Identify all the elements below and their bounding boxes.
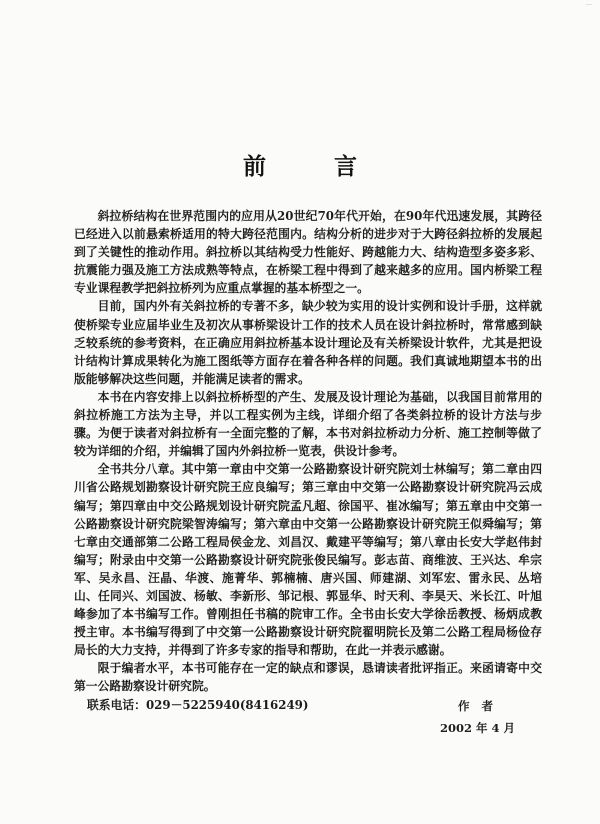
paragraph-2: 目前，国内外有关斜拉桥的专著不多，缺少较为实用的设计实例和设计手册，这样就使桥梁专业应届毕业生及初次从事桥梁设计工作的技术人员在设计斜拉桥时，常常感到缺乏较系统的参考资料，在正确应用斜拉桥基本设计理论及有关桥梁设计软件，尤其是把设计结构计算成果转化为施工图纸等方面存在着各种各样的问题。我们真诚地期望本书的出版能够解决这些问题，并能满足读者的需求。 [74,299,542,386]
corner-mark: … [586,0,592,7]
preface-body [74,207,542,714]
page-title: 前 言 [242,153,387,180]
paragraph-4: 全书共分八章。其中第一章由中交第一公路勘察设计研究院刘士林编写；第二章由四川省公路规划勘察设计研究院王应良编写；第三章由中交第一公路勘察设计研究院冯云成编写；第四章由中交公路规划设计研究院孟凡超、徐国平、崔冰编写；第五章由中交第一公路勘察设计研究院梁智涛编写；第六章由中交第一公路勘察设计研究院王似舜编写；第七章由交通部第二公路工程局侯金龙、刘昌汉、戴建平等编写；第八章由长安大学赵伟封编写；附录由中交第一公路勘察设计研究院张俊民编写。彭志苗、商维波、王兴达、牟宗军、吴永昌、汪晶、华渡、施菁华、郭楠楠、唐兴国、师建湖、刘军宏、雷永民、丛培山、任同兴、刘国波、杨敏、李新形、邹记根、郭显华、时天利、李昊天、米长江、叶旭峰参加了本书编写工作。曾刚担任书稿的院审工作。全书由长安大学徐岳教授、杨炳成教授主审。本书编写得到了中交第一公路勘察设计研究院翟明院长及第二公路工程局杨俭存局长的大力支持，并得到了许多专家的指导和帮助，在此一并表示感谢。 [74,462,542,658]
paragraph-1: 斜拉桥结构在世界范围内的应用从20世纪70年代开始，在90年代迅速发展，其跨径已经进入以前悬索桥适用的特大跨径范围内。结构分析的进步对于大跨径斜拉桥的发展起到了关键性的推动作用。斜拉桥以其结构受力性能好、跨越能力大、结构造型多姿多彩、抗震能力强及施工方法成熟等特点，在桥梁工程中得到了越来越多的应用。国内桥梁工程专业课程教学把斜拉桥列为应重点掌握的基本桥型之一。 [74,209,542,296]
contact-phone: 联系电话：029－5225940(8416249) [86,697,309,712]
signature-author: 作 者 [458,699,498,713]
paragraph-5: 限于编者水平，本书可能存在一定的缺点和谬误，恳请读者批评指正。来函请寄中交第一公路勘察设计研究院。 [74,661,542,694]
signature-date: 2002 年 4 月 [440,721,516,735]
paragraph-3: 本书在内容安排上以斜拉桥桥型的产生、发展及设计理论为基础，以我国目前常用的斜拉桥施工方法为主导，并以工程实例为主线，详细介绍了各类斜拉桥的设计方法与步骤。为便于读者对斜拉桥有一全面完整的了解，本书对斜拉桥动力分析、施工控制等做了较为详细的介绍，并编辑了国内外斜拉桥一览表，供设计参考。 [74,389,542,459]
